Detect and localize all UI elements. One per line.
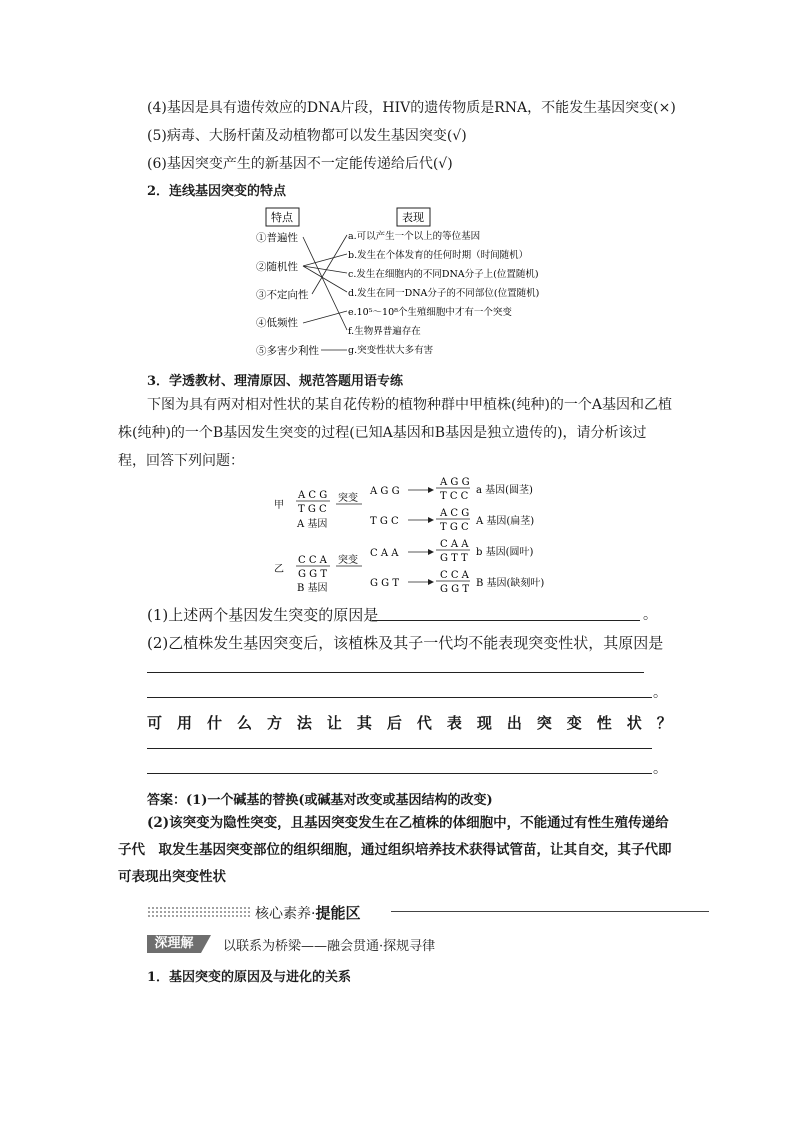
jia-gene-label: A 基因 bbox=[297, 519, 328, 530]
gene-mutation-diagram bbox=[268, 474, 568, 604]
q3-char: 什 bbox=[206, 714, 222, 732]
manifestation-header: 表现 bbox=[402, 211, 424, 224]
feature-undirected: ③不定向性 bbox=[256, 289, 309, 301]
jia-mutant-1: A G G bbox=[370, 486, 400, 497]
final-heading: 1．基因突变的原因及与进化的关系 bbox=[147, 970, 352, 985]
yi-m1-result: b 基因(圆叶) bbox=[476, 547, 534, 558]
q3-char: 用 bbox=[176, 714, 192, 732]
manifestation-a: a.可以产生一个以上的等位基因 bbox=[348, 231, 481, 242]
question-3 bbox=[147, 712, 672, 733]
label-yi: 乙 bbox=[274, 564, 284, 575]
answer-blank-q3-line2[interactable] bbox=[147, 773, 652, 774]
banner-title-normal: 核心素养· bbox=[255, 906, 316, 922]
manifestation-d: d.发生在同一DNA分子的不同部位(位置随机) bbox=[348, 288, 540, 299]
yi-bottom-strand: G G T bbox=[298, 569, 328, 580]
judgment-6: (6)基因突变产生的新基因不一定能传递给后代(√) bbox=[147, 156, 453, 172]
answer-2: (2)该突变为隐性突变，且基因突变发生在乙植株的体细胞中，不能通过有性生殖传递给子代 取发生基因突变部位的组织细胞，通过组织培养技术获得试管苗，让其自交，其子代即可表现出突变性状 bbox=[118, 815, 672, 885]
q3-period: 。 bbox=[653, 761, 667, 777]
q3-char: 性 bbox=[596, 714, 612, 732]
deep-understanding-tag bbox=[147, 934, 707, 954]
q3-char: 么 bbox=[236, 714, 252, 732]
jia-m1-top: A G G bbox=[440, 477, 470, 488]
banner-rule bbox=[391, 911, 709, 912]
q1-period: 。 bbox=[643, 607, 657, 623]
q3-char: 表 bbox=[446, 714, 462, 732]
yi-m1-bottom: G T T bbox=[440, 553, 468, 564]
feature-low-frequency: ④低频性 bbox=[256, 317, 298, 329]
jia-m1-result: a 基因(圆茎) bbox=[476, 485, 533, 496]
banner-dot-pattern bbox=[147, 906, 251, 918]
answer-blank-q1[interactable] bbox=[372, 620, 640, 621]
manifestation-c: c.发生在细胞内的不同DNA分子上(位置随机) bbox=[348, 269, 539, 280]
jia-mutation-label: 突变 bbox=[338, 493, 358, 504]
manifestation-g: g.突变性状大多有害 bbox=[348, 345, 434, 356]
tag-label: 深理解 bbox=[147, 935, 201, 953]
yi-m2-result: B 基因(缺刻叶) bbox=[476, 578, 545, 589]
section-2-heading: 2．连线基因突变的特点 bbox=[147, 184, 287, 199]
q3-char: 可 bbox=[147, 714, 163, 732]
question-intro: 下图为具有两对相对性状的某自花传粉的植物种群中甲植株(纯种)的一个A基因和乙植株(纯种)的一个B基因发生突变的过程(已知A基因和B基因是独立遗传的)，请分析该过程，回答下列问题： bbox=[118, 397, 673, 469]
yi-m2-bottom: G G T bbox=[440, 584, 470, 595]
q3-char: 代 bbox=[416, 714, 432, 732]
jia-top-strand: A C G bbox=[298, 490, 328, 501]
yi-gene-label: B 基因 bbox=[297, 583, 328, 594]
answer-blank-q2-line2[interactable] bbox=[147, 697, 652, 698]
question-2: (2)乙植株发生基因突变后，该植株及其子一代均不能表现突变性状，其原因是 bbox=[147, 634, 664, 652]
q3-char: 变 bbox=[566, 714, 582, 732]
q2-period: 。 bbox=[653, 685, 667, 701]
manifestation-f: f.生物界普遍存在 bbox=[348, 326, 421, 337]
jia-m2-result: A 基因(扁茎) bbox=[476, 516, 535, 527]
q3-char: 方 bbox=[266, 714, 282, 732]
jia-bottom-strand: T G C bbox=[298, 504, 327, 515]
q3-char: 出 bbox=[506, 714, 522, 732]
jia-mutant-2: T G C bbox=[370, 516, 399, 527]
answer-1: 答案：(1)一个碱基的替换(或碱基对改变或基因结构的改变) bbox=[147, 793, 493, 808]
banner-title-bold: 提能区 bbox=[315, 904, 361, 922]
manifestation-e: e.10⁵～10⁸个生殖细胞中才有一个突变 bbox=[348, 307, 512, 318]
jia-m2-bottom: T G C bbox=[440, 522, 469, 533]
section-3-heading: 3．学透教材、理清原因、规范答题用语专练 bbox=[147, 374, 404, 389]
label-jia: 甲 bbox=[274, 500, 284, 511]
matching-lines bbox=[303, 235, 347, 350]
manifestation-b: b.发生在个体发育的任何时期（时间随机） bbox=[348, 250, 529, 261]
answer-blank-q3-line1[interactable] bbox=[147, 748, 652, 749]
feature-universal: ①普遍性 bbox=[256, 232, 298, 244]
q3-char: 法 bbox=[296, 714, 312, 732]
q3-char: 突 bbox=[536, 714, 552, 732]
question-1: (1)上述两个基因发生突变的原因是 bbox=[147, 606, 379, 624]
jia-m2-top: A C G bbox=[440, 508, 470, 519]
judgment-5: (5)病毒、大肠杆菌及动植物都可以发生基因突变(√) bbox=[147, 128, 467, 144]
feature-mostly-harmful: ⑤多害少利性 bbox=[256, 345, 319, 357]
q3-char: 其 bbox=[356, 714, 372, 732]
feature-random: ②随机性 bbox=[256, 261, 298, 273]
tag-slant bbox=[201, 935, 211, 953]
feature-header: 特点 bbox=[271, 211, 293, 224]
tag-text: 以联系为桥梁——融会贯通·探规寻律 bbox=[223, 939, 436, 954]
yi-mutant-1: C A A bbox=[370, 548, 399, 559]
q3-char: ？ bbox=[656, 714, 672, 732]
q3-char: 状 bbox=[626, 714, 642, 732]
q3-char: 现 bbox=[476, 714, 492, 732]
yi-mutation-label: 突变 bbox=[338, 555, 358, 566]
feature-matching-diagram bbox=[250, 203, 580, 361]
jia-m1-bottom: T C C bbox=[440, 491, 469, 502]
yi-m2-top: C C A bbox=[440, 570, 469, 581]
yi-mutant-2: G G T bbox=[370, 578, 400, 589]
judgment-4: (4)基因是具有遗传效应的DNA片段，HIV的遗传物质是RNA，不能发生基因突变(×) bbox=[147, 100, 676, 116]
q3-char: 后 bbox=[386, 714, 402, 732]
banner-title bbox=[255, 902, 360, 923]
yi-top-strand: C C A bbox=[298, 555, 327, 566]
core-literacy-banner bbox=[147, 902, 709, 922]
yi-m1-top: C A A bbox=[440, 539, 469, 550]
answer-blank-q2-line1[interactable] bbox=[147, 672, 644, 673]
q3-char: 让 bbox=[326, 714, 342, 732]
